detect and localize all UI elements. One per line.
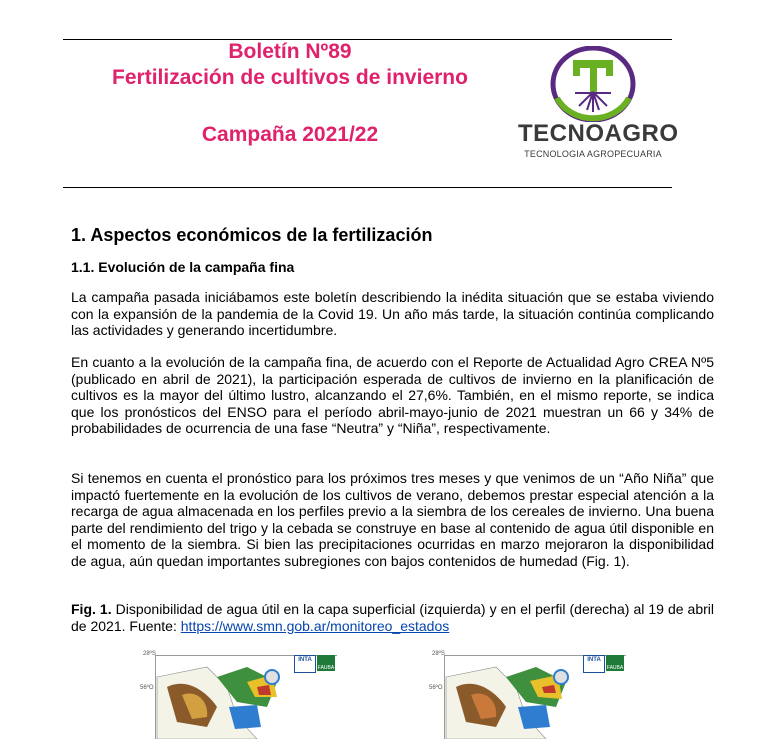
- figure-caption-text: Disponibilidad de agua útil en la capa superficial (izquierda) y en el perfil (derecha) al 19 de abril de 2021. Fuente:: [71, 601, 715, 634]
- bottom-rule: [63, 187, 672, 188]
- figure-label: Fig. 1.: [71, 601, 112, 617]
- logo-tagline: TECNOLOGIA AGROPECUARIA: [524, 149, 662, 159]
- soil-water-map-surface: [137, 647, 337, 739]
- section-subheading: 1.1. Evolución de la campaña fina: [71, 259, 295, 275]
- map-coord-label: 56ºO: [140, 685, 154, 691]
- map-coord-label: 28ºS: [143, 651, 156, 657]
- fauba-badge: FAUBA: [317, 655, 335, 671]
- inta-badge: INTA: [294, 655, 316, 673]
- inta-badge: INTA: [583, 655, 605, 673]
- paragraph: La campaña pasada iniciábamos este boletín describiendo la inédita situación que se estaba viviendo con la expansión de la pandemia de la Covid 19. Un año más tarde, la situación continúa complicando las actividades y generando incertidumbre.: [71, 289, 714, 339]
- map-coord-label: 56ºO: [429, 685, 443, 691]
- map-coord-label: 28ºS: [432, 651, 445, 657]
- fauba-badge: FAUBA: [606, 655, 624, 671]
- campaign-label: Campaña 2021/22: [201, 123, 379, 146]
- source-link[interactable]: https://www.smn.gob.ar/monitoreo_estados: [180, 617, 450, 634]
- section-heading: 1. Aspectos económicos de la fertilización: [71, 225, 433, 245]
- soil-water-map-profile: [426, 647, 626, 739]
- bulletin-number: Boletín Nº89: [228, 40, 352, 63]
- paragraph: En cuanto a la evolución de la campaña fina, de acuerdo con el Reporte de Actualidad Agro CREA Nº5 (publicado en abril de 2021), la participación esperada de cultivos de invierno en la planificación de cultivos es la mayor del último lustro, alcanzando el 27,6%. También, en el mismo reporte, se indica que los pronósticos del ENSO para el período abril-mayo-junio de 2021 muestran un 66 y 34% de probabilidades de ocurrencia de una fase “Neutra” y “Niña”, respectivamente.: [71, 354, 714, 437]
- tree-roots-logo-icon: [549, 46, 637, 122]
- tecnoagro-logo: [518, 44, 679, 174]
- logo-brand: TECNOAGRO: [518, 120, 679, 147]
- paragraph: Si tenemos en cuenta el pronóstico para los próximos tres meses y que venimos de un “Año Niña” que impactó fuertemente en la evolución de los cultivos de verano, debemos prestar especial atención a la recarga de agua almacenada en los perfiles previo a la siembra de los cereales de invierno. Una buena parte del rendimiento del trigo y la cebada se construye en base al contenido de agua útil disponible en el momento de la siembra. Si bien las precipitaciones ocurridas en marzo mejoraron la disponibilidad de agua, aún quedan importantes subregiones con bajos contenidos de humedad (Fig. 1).: [71, 470, 714, 569]
- bulletin-title: Fertilización de cultivos de invierno: [112, 66, 468, 89]
- figure-caption: [71, 601, 714, 634]
